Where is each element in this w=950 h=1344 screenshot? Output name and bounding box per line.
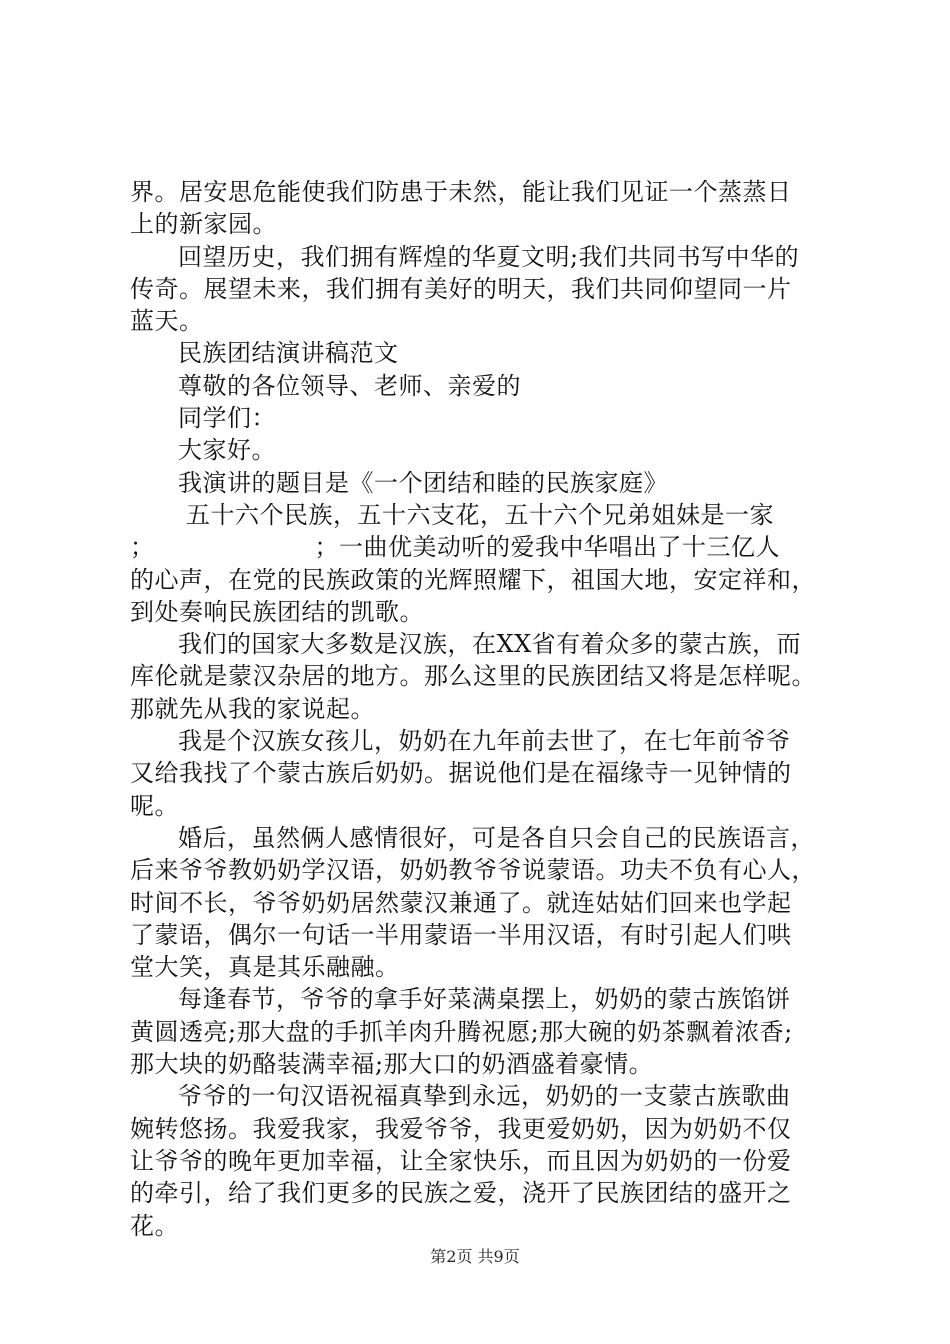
text-line: 同学们： — [178, 404, 276, 433]
text-line: 那大块的奶酪装满幸福;那大口的奶酒盛着豪情。 — [130, 1050, 654, 1079]
text-line: 爷爷的一句汉语祝福真挚到永远，奶奶的一支蒙古族歌曲 — [178, 1082, 791, 1111]
text-line: 的牵引，给了我们更多的民族之爱，浇开了民族团结的盛开之 — [130, 1179, 792, 1208]
text-line: 库伦就是蒙汉杂居的地方。那么这里的民族团结又将是怎样呢。 — [130, 662, 816, 691]
text-line: 呢。 — [130, 791, 179, 820]
document-body — [130, 176, 830, 1242]
greeting — [130, 434, 830, 466]
paragraph-8 — [130, 983, 830, 1080]
text-line: 堂大笑，真是其乐融融。 — [130, 953, 400, 982]
text-line: 了蒙语，偶尔一句话一半用蒙语一半用汉语，有时引起人们哄 — [130, 920, 792, 949]
page-number-footer: 第2页 共9页 — [430, 1247, 520, 1266]
paragraph-4 — [130, 531, 830, 628]
text-line: 每逢春节，爷爷的拿手好菜满桌摆上，奶奶的蒙古族馅饼 — [178, 985, 791, 1014]
text-line: 我们的国家大多数是汉族，在XX省有着众多的蒙古族，而 — [178, 630, 802, 659]
text-line: 黄圆透亮;那大盘的手抓羊肉升腾祝愿;那大碗的奶茶飘着浓香; — [130, 1017, 793, 1046]
text-line: 五十六个民族，五十六支花，五十六个兄弟姐妹是一家 — [186, 500, 774, 529]
paragraph-9 — [130, 1080, 830, 1241]
salutation-line-2 — [130, 402, 830, 434]
paragraph-1 — [130, 176, 830, 241]
text-line: 的心声，在党的民族政策的光辉照耀下，祖国大地，安定祥和， — [130, 565, 816, 594]
text-line: 婉转悠扬。我爱我家，我爱爷爷，我更爱奶奶，因为奶奶不仅 — [130, 1114, 792, 1143]
text-line: 到处奏响民族团结的凯歌。 — [130, 597, 424, 626]
text-line: 上的新家园。 — [130, 210, 277, 239]
text-line: 传奇。展望未来，我们拥有美好的明天，我们共同仰望同一片 — [130, 274, 792, 303]
speech-title — [130, 337, 830, 369]
text-line: 大家好。 — [178, 436, 276, 465]
speech-topic — [130, 467, 830, 499]
text-line: 界。居安思危能使我们防患于未然，能让我们见证一个蒸蒸日 — [130, 178, 792, 206]
text-line: 回望历史，我们拥有辉煌的华夏文明;我们共同书写中华的 — [178, 242, 800, 271]
text-line: 后来爷爷教奶奶学汉语，奶奶教爷爷说蒙语。功夫不负有心人， — [130, 856, 816, 885]
text-line: 那就先从我的家说起。 — [130, 694, 375, 723]
text-line: 民族团结演讲稿范文 — [178, 339, 399, 368]
text-line: 花。 — [130, 1211, 179, 1240]
salutation-line-1 — [130, 370, 830, 402]
paragraph-2 — [130, 241, 830, 338]
text-line: 尊敬的各位领导、老师、亲爱的 — [178, 371, 521, 400]
text-line — [130, 531, 830, 563]
paragraph-3 — [130, 499, 830, 531]
text-line: 蓝天。 — [130, 307, 204, 336]
text-line: 我演讲的题目是《一个团结和睦的民族家庭》 — [178, 468, 668, 497]
paragraph-7 — [130, 822, 830, 983]
text-line: 又给我找了个蒙古族后奶奶。据说他们是在福缘寺一见钟情的 — [130, 759, 792, 788]
text-line: 让爷爷的晚年更加幸福，让全家快乐，而且因为奶奶的一份爱 — [130, 1146, 792, 1175]
paragraph-5 — [130, 628, 830, 725]
text-line: 时间不长，爷爷奶奶居然蒙汉兼通了。就连姑姑们回来也学起 — [130, 888, 792, 917]
text-fragment: ；一曲优美动听的爱我中华唱出了十三亿人 — [314, 533, 780, 562]
paragraph-6 — [130, 725, 830, 822]
text-fragment: ； — [130, 533, 155, 562]
text-line: 我是个汉族女孩儿，奶奶在九年前去世了，在七年前爷爷 — [178, 727, 791, 756]
text-line: 婚后，虽然俩人感情很好，可是各自只会自己的民族语言， — [178, 823, 815, 852]
